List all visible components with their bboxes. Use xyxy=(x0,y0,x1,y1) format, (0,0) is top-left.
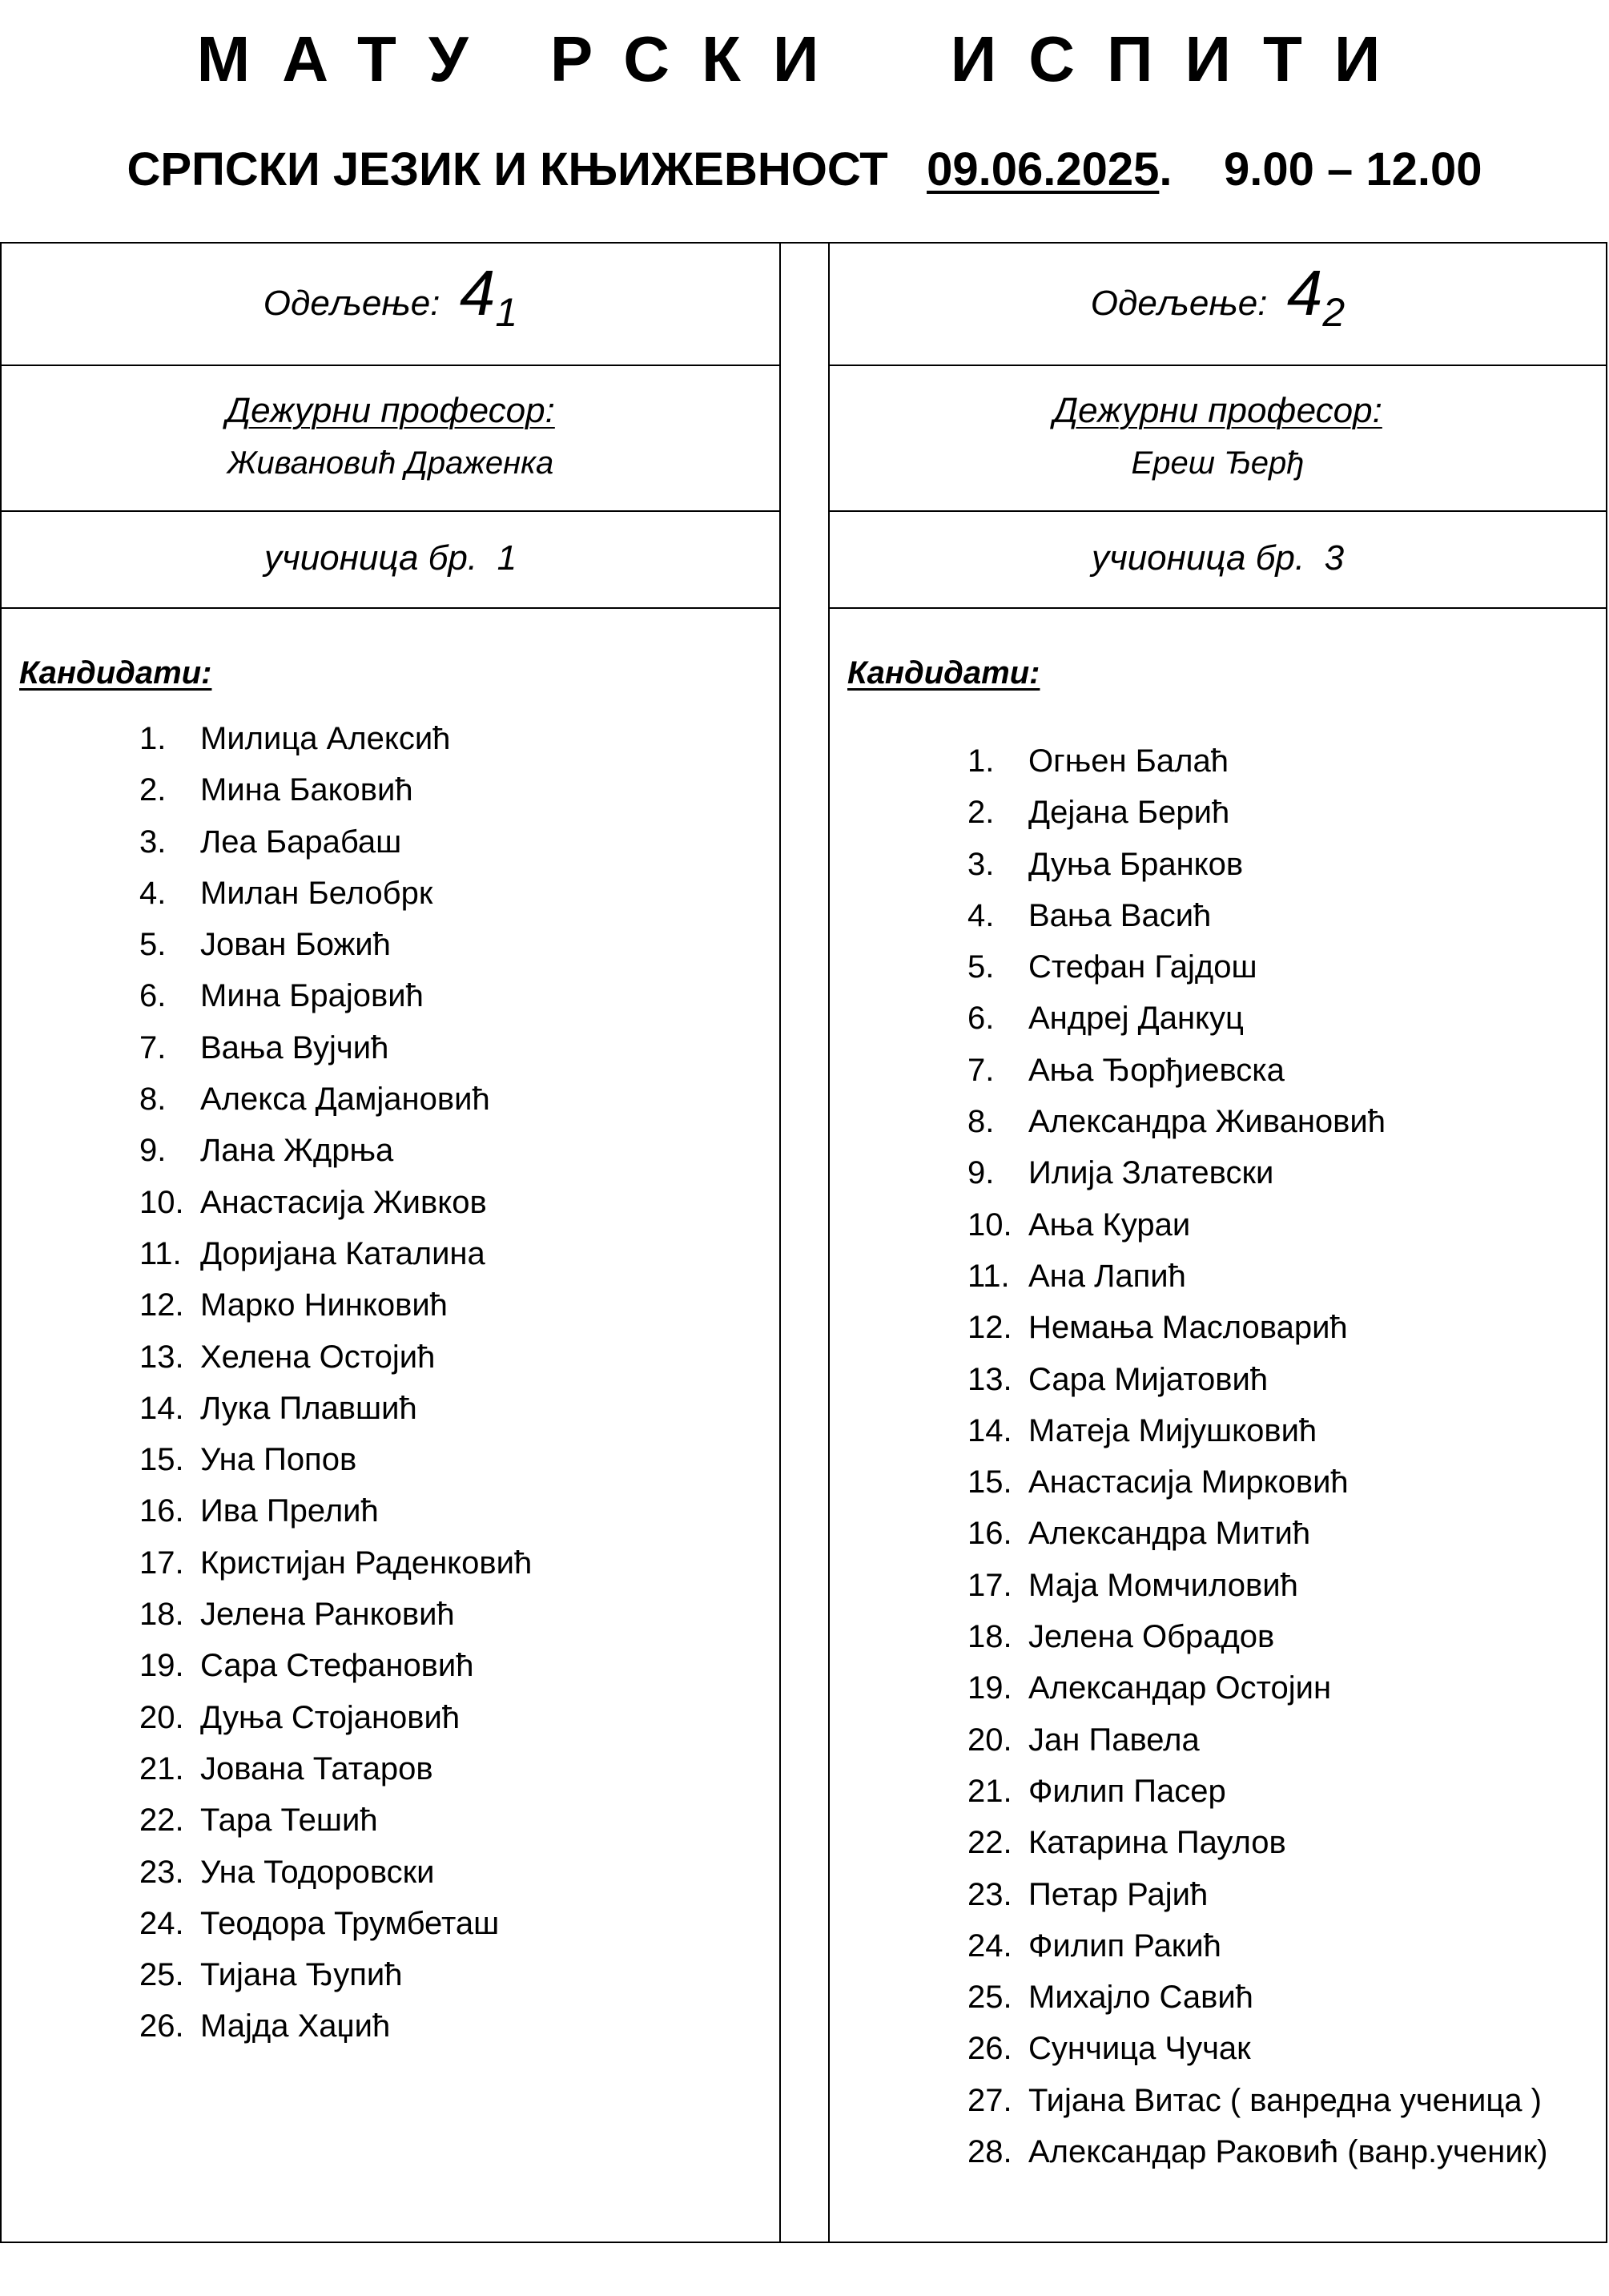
candidate-item xyxy=(967,1102,1600,1154)
candidate-name: Милан Белобрк xyxy=(200,875,433,911)
candidate-item xyxy=(139,1492,772,1543)
candidate-number: 4. xyxy=(139,875,167,911)
candidate-number: 6. xyxy=(967,1001,995,1037)
candidate-number: 11. xyxy=(967,1258,1010,1294)
candidate-item xyxy=(139,1750,772,1801)
middle-strip-bottom xyxy=(779,2242,830,2243)
row-divider-right xyxy=(828,365,1607,366)
exam-date: 09.06.2025 xyxy=(927,143,1160,195)
candidate-item xyxy=(139,1338,772,1389)
subject-name: СРПСКИ ЈЕЗИК И КЊИЖЕВНОСТ xyxy=(127,143,888,195)
exam-time: 9.00 – 12.00 xyxy=(1223,143,1482,195)
candidate-name: Тијана Ђупић xyxy=(200,1957,403,1993)
candidate-name: Филип Ракић xyxy=(1028,1927,1221,1964)
candidate-number: 20. xyxy=(967,1722,1012,1758)
candidate-item xyxy=(967,1514,1600,1565)
candidate-item xyxy=(139,823,772,874)
candidate-item xyxy=(967,2133,1600,2184)
candidate-name: Хелена Остојић xyxy=(200,1339,436,1375)
candidate-name: Вања Вујчић xyxy=(200,1029,389,1065)
candidate-list-right xyxy=(967,742,1600,2184)
row-divider-right xyxy=(828,510,1607,512)
class-number xyxy=(1286,257,1346,335)
proctor-label: Дежурни професор: xyxy=(1053,391,1382,430)
candidate-name: Александар Раковић (ванр.ученик) xyxy=(1028,2134,1548,2170)
candidate-number: 25. xyxy=(967,1980,1012,2016)
candidate-number: 1. xyxy=(139,721,167,756)
candidate-name: Леа Барабаш xyxy=(200,824,402,860)
candidate-number: 10. xyxy=(967,1206,1012,1243)
candidate-item xyxy=(139,719,772,771)
candidate-list-left xyxy=(139,719,772,2059)
candidate-name: Лука Плавшић xyxy=(200,1390,417,1426)
candidate-number: 11. xyxy=(139,1235,182,1271)
candidate-item xyxy=(139,1801,772,1852)
candidate-number: 24. xyxy=(139,1905,184,1941)
class-year: 4 xyxy=(459,257,496,328)
candidate-item xyxy=(967,2029,1600,2080)
candidate-item xyxy=(139,1235,772,1286)
candidate-number: 15. xyxy=(139,1442,184,1478)
row-divider-left xyxy=(0,365,781,366)
class-year: 4 xyxy=(1286,257,1323,328)
candidate-number: 18. xyxy=(967,1619,1012,1655)
candidate-item xyxy=(967,1772,1600,1823)
candidate-number: 9. xyxy=(139,1133,167,1169)
candidate-item xyxy=(139,1183,772,1235)
row-divider-left xyxy=(0,607,781,609)
candidate-number: 3. xyxy=(967,846,995,882)
candidate-item xyxy=(139,925,772,977)
candidates-label-right: Кандидати: xyxy=(847,655,1040,691)
candidate-name: Ана Лапић xyxy=(1028,1258,1186,1294)
candidate-name: Уна Попов xyxy=(200,1442,357,1478)
candidate-name: Лана Ждрња xyxy=(200,1133,394,1169)
candidate-name: Михајло Савић xyxy=(1028,1980,1253,2016)
candidate-number: 1. xyxy=(967,743,995,779)
proctor-cell-right xyxy=(828,391,1607,481)
candidate-name: Анастасија Мирковић xyxy=(1028,1464,1349,1500)
candidate-item xyxy=(967,1566,1600,1617)
candidate-name: Ања Ђорђиевска xyxy=(1028,1052,1285,1088)
candidate-name: Вања Васић xyxy=(1028,897,1212,933)
candidate-number: 12. xyxy=(139,1287,184,1323)
candidate-name: Маја Момчиловић xyxy=(1028,1567,1298,1603)
candidate-number: 23. xyxy=(139,1854,184,1890)
candidate-name: Дуња Бранков xyxy=(1028,846,1244,882)
exam-date-suffix: . xyxy=(1159,143,1173,195)
candidate-name: Јелена Ранковић xyxy=(200,1597,455,1633)
candidate-number: 9. xyxy=(967,1155,995,1191)
candidate-number: 8. xyxy=(967,1104,995,1140)
candidate-number: 23. xyxy=(967,1876,1012,1912)
class-section: 1 xyxy=(495,290,518,335)
exam-subtitle xyxy=(0,143,1609,196)
candidate-number: 14. xyxy=(139,1390,184,1426)
candidate-number: 26. xyxy=(967,2031,1012,2067)
candidate-name: Сара Стефановић xyxy=(200,1648,474,1684)
proctor-cell-left xyxy=(0,391,781,481)
candidate-item xyxy=(967,742,1600,793)
candidate-number: 21. xyxy=(967,1773,1012,1809)
candidate-item xyxy=(967,1154,1600,1205)
candidate-item xyxy=(139,1286,772,1337)
candidate-number: 26. xyxy=(139,2008,184,2044)
candidate-item xyxy=(139,874,772,925)
candidate-item xyxy=(139,1440,772,1492)
row-divider-right xyxy=(828,607,1607,609)
candidate-number: 19. xyxy=(967,1670,1012,1706)
candidate-name: Огњен Балаћ xyxy=(1028,743,1229,779)
candidate-name: Алекса Дамјановић xyxy=(200,1082,490,1118)
proctor-name: Ереш Ђерђ xyxy=(1131,445,1305,481)
candidate-number: 3. xyxy=(139,824,167,860)
candidate-item xyxy=(967,845,1600,896)
candidate-number: 22. xyxy=(967,1825,1012,1861)
candidate-item xyxy=(967,999,1600,1050)
class-section: 2 xyxy=(1322,290,1346,335)
candidate-number: 7. xyxy=(967,1052,995,1088)
table-bottom-border-left xyxy=(0,2242,781,2243)
candidate-item xyxy=(139,1131,772,1182)
candidate-number: 17. xyxy=(967,1567,1012,1603)
candidate-name: Кристијан Раденковић xyxy=(200,1545,533,1581)
candidate-name: Стефан Гајдош xyxy=(1028,949,1257,985)
candidate-item xyxy=(967,1360,1600,1412)
candidate-number: 5. xyxy=(139,927,167,963)
candidate-number: 28. xyxy=(967,2134,1012,2170)
candidate-name: Тијана Витас ( ванредна ученица ) xyxy=(1028,2082,1542,2118)
candidates-label-left: Кандидати: xyxy=(19,655,212,691)
candidate-name: Сунчица Чучак xyxy=(1028,2031,1251,2067)
candidate-item xyxy=(139,1029,772,1080)
candidate-number: 17. xyxy=(139,1545,184,1581)
candidate-number: 18. xyxy=(139,1597,184,1633)
candidate-item xyxy=(139,2007,772,2058)
candidate-name: Анастасија Живков xyxy=(200,1184,487,1220)
class-number xyxy=(459,257,518,335)
candidate-number: 13. xyxy=(967,1361,1012,1397)
candidate-number: 15. xyxy=(967,1464,1012,1500)
candidate-number: 21. xyxy=(139,1750,184,1786)
proctor-name: Живановић Драженка xyxy=(227,445,554,481)
candidate-number: 19. xyxy=(139,1648,184,1684)
candidate-name: Дуња Стојановић xyxy=(200,1699,461,1735)
middle-strip-top xyxy=(779,242,830,244)
candidate-name: Андреј Данкуц xyxy=(1028,1001,1244,1037)
class-label: Одељење: xyxy=(1090,284,1268,323)
candidate-number: 2. xyxy=(967,795,995,831)
candidate-name: Сара Мијатовић xyxy=(1028,1361,1269,1397)
room-cell-right: учионица бр. 3 xyxy=(1091,538,1345,578)
candidate-item xyxy=(967,793,1600,844)
candidate-item xyxy=(967,2081,1600,2133)
candidate-name: Александра Митић xyxy=(1028,1516,1311,1552)
candidate-number: 16. xyxy=(967,1516,1012,1552)
candidate-name: Јован Божић xyxy=(200,927,391,963)
candidate-name: Доријана Каталина xyxy=(200,1235,485,1271)
candidate-item xyxy=(967,1823,1600,1875)
candidate-number: 8. xyxy=(139,1082,167,1118)
candidate-name: Јелена Обрадов xyxy=(1028,1619,1275,1655)
candidate-item xyxy=(139,1646,772,1698)
class-cell-left xyxy=(0,256,781,336)
candidate-name: Ива Прелић xyxy=(200,1493,379,1529)
candidate-name: Уна Тодоровски xyxy=(200,1854,435,1890)
candidate-number: 25. xyxy=(139,1957,184,1993)
candidate-item xyxy=(139,1595,772,1646)
candidate-item xyxy=(139,771,772,822)
candidate-number: 5. xyxy=(967,949,995,985)
candidate-name: Дејана Берић xyxy=(1028,795,1230,831)
candidate-name: Немања Масловарић xyxy=(1028,1310,1348,1346)
table-top-border-right xyxy=(828,242,1607,244)
candidate-item xyxy=(967,948,1600,999)
candidate-name: Марко Нинковић xyxy=(200,1287,448,1323)
candidate-name: Илија Златевски xyxy=(1028,1155,1274,1191)
candidate-item xyxy=(967,1721,1600,1772)
candidate-item xyxy=(967,1051,1600,1102)
candidate-item xyxy=(967,1617,1600,1669)
class-cell-right xyxy=(828,256,1607,336)
candidate-item xyxy=(139,1956,772,2007)
candidate-item xyxy=(139,1698,772,1750)
candidate-number: 27. xyxy=(967,2082,1012,2118)
page-title: МАТУ РСКИ ИСПИТИ xyxy=(196,23,1413,95)
candidate-name: Мина Брајовић xyxy=(200,978,424,1014)
candidate-item xyxy=(967,1206,1600,1257)
candidate-item xyxy=(967,896,1600,948)
candidate-number: 20. xyxy=(139,1699,184,1735)
candidate-item xyxy=(139,1853,772,1904)
candidate-name: Мина Баковић xyxy=(200,772,413,808)
candidate-name: Мајда Хаџић xyxy=(200,2008,391,2044)
candidate-number: 6. xyxy=(139,978,167,1014)
candidate-name: Филип Пасер xyxy=(1028,1773,1226,1809)
candidate-item xyxy=(967,1978,1600,2029)
candidate-item xyxy=(139,1080,772,1131)
candidate-number: 7. xyxy=(139,1029,167,1065)
row-divider-left xyxy=(0,510,781,512)
candidate-name: Катарина Паулов xyxy=(1028,1825,1286,1861)
candidate-item xyxy=(967,1927,1600,1978)
candidate-item xyxy=(967,1257,1600,1308)
candidate-number: 10. xyxy=(139,1184,184,1220)
table-bottom-border-right xyxy=(828,2242,1607,2243)
candidate-item xyxy=(967,1463,1600,1514)
candidate-name: Александар Остојин xyxy=(1028,1670,1332,1706)
class-label: Одељење: xyxy=(263,284,440,323)
candidate-number: 2. xyxy=(139,772,167,808)
candidate-name: Петар Рајић xyxy=(1028,1876,1209,1912)
candidate-number: 24. xyxy=(967,1927,1012,1964)
candidate-item xyxy=(967,1412,1600,1463)
candidate-name: Ања Кураи xyxy=(1028,1206,1191,1243)
candidate-name: Јована Татаров xyxy=(200,1750,433,1786)
room-cell-left: учионица бр. 1 xyxy=(263,538,517,578)
candidate-name: Теодора Трумбеташ xyxy=(200,1905,500,1941)
candidate-item xyxy=(967,1669,1600,1720)
candidate-item xyxy=(139,1389,772,1440)
candidate-name: Тара Тешић xyxy=(200,1803,378,1839)
candidate-item xyxy=(139,1544,772,1595)
candidate-number: 16. xyxy=(139,1493,184,1529)
candidate-name: Јан Павела xyxy=(1028,1722,1200,1758)
candidate-name: Александра Живановић xyxy=(1028,1104,1386,1140)
candidate-name: Матеја Мијушковић xyxy=(1028,1412,1317,1448)
candidate-number: 4. xyxy=(967,897,995,933)
proctor-label: Дежурни професор: xyxy=(226,391,555,430)
candidate-item xyxy=(967,1875,1600,1927)
candidate-item xyxy=(139,977,772,1028)
candidate-number: 13. xyxy=(139,1339,184,1375)
candidate-name: Милица Алексић xyxy=(200,721,451,756)
candidate-number: 22. xyxy=(139,1803,184,1839)
candidate-item xyxy=(139,1904,772,1956)
candidate-item xyxy=(967,1308,1600,1359)
table-top-border-left xyxy=(0,242,781,244)
candidate-number: 14. xyxy=(967,1412,1012,1448)
candidate-number: 12. xyxy=(967,1310,1012,1346)
